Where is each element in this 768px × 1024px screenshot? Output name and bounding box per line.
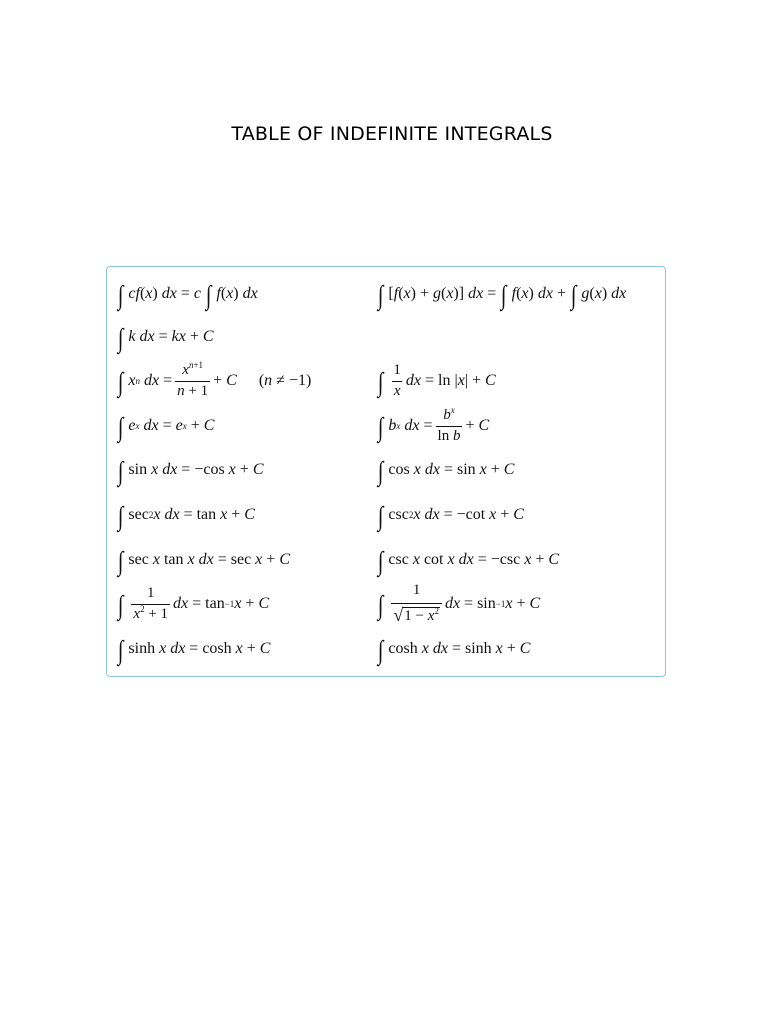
formula-exp-e: ∫ e x dx = e x + C	[117, 411, 215, 442]
formula-sinh: ∫ sinh x dx = cosh x + C	[117, 634, 271, 665]
formula-sec-squared: ∫ sec 2 x dx = tan x + C	[117, 500, 255, 531]
formula-sum-rule: ∫ [ f ( x ) + g ( x )] dx = ∫ f ( x ) dx + ∫ g ( x ) dx	[377, 279, 627, 310]
formula-reciprocal: ∫ $\frac{1}{x}$ dx = ln | x | + C	[377, 361, 496, 399]
formula-csc-cot: ∫ csc x cot x dx = −csc x + C	[377, 545, 560, 576]
formula-sin: ∫ sin x dx = −cos x + C	[117, 455, 264, 486]
formula-sec-tan: ∫ sec x tan x dx = sec x + C	[117, 545, 290, 576]
page-title: TABLE OF INDEFINITE INTEGRALS	[231, 123, 553, 145]
formula-csc-squared: ∫ csc 2 x dx = −cot x + C	[377, 500, 524, 531]
formula-cos: ∫ cos x dx = sin x + C	[377, 455, 515, 486]
formula-arcsin: ∫ 1 √ $1 - x^2$ dx = sin −1 x + C	[377, 581, 541, 625]
formula-constant: ∫ k dx = kx + C	[117, 322, 214, 353]
integral-table	[106, 266, 666, 677]
formula-exp-b: ∫ b x dx = $\frac{b^x}{\text{ln b}}$ + C	[377, 404, 490, 444]
formula-constant-multiple: ∫ cf ( x ) dx = c ∫ f ( x ) dx	[117, 279, 258, 310]
formula-cosh: ∫ cosh x dx = sinh x + C	[377, 634, 531, 665]
formula-power-rule: ∫ x n dx = $\frac{x^{n+1}}{n + 1}$ + C ( n ≠ −1)	[117, 359, 312, 399]
formula-arctan: ∫ $\frac{1}{x^2 + 1}$ dx = tan −1 x + C	[117, 584, 270, 622]
